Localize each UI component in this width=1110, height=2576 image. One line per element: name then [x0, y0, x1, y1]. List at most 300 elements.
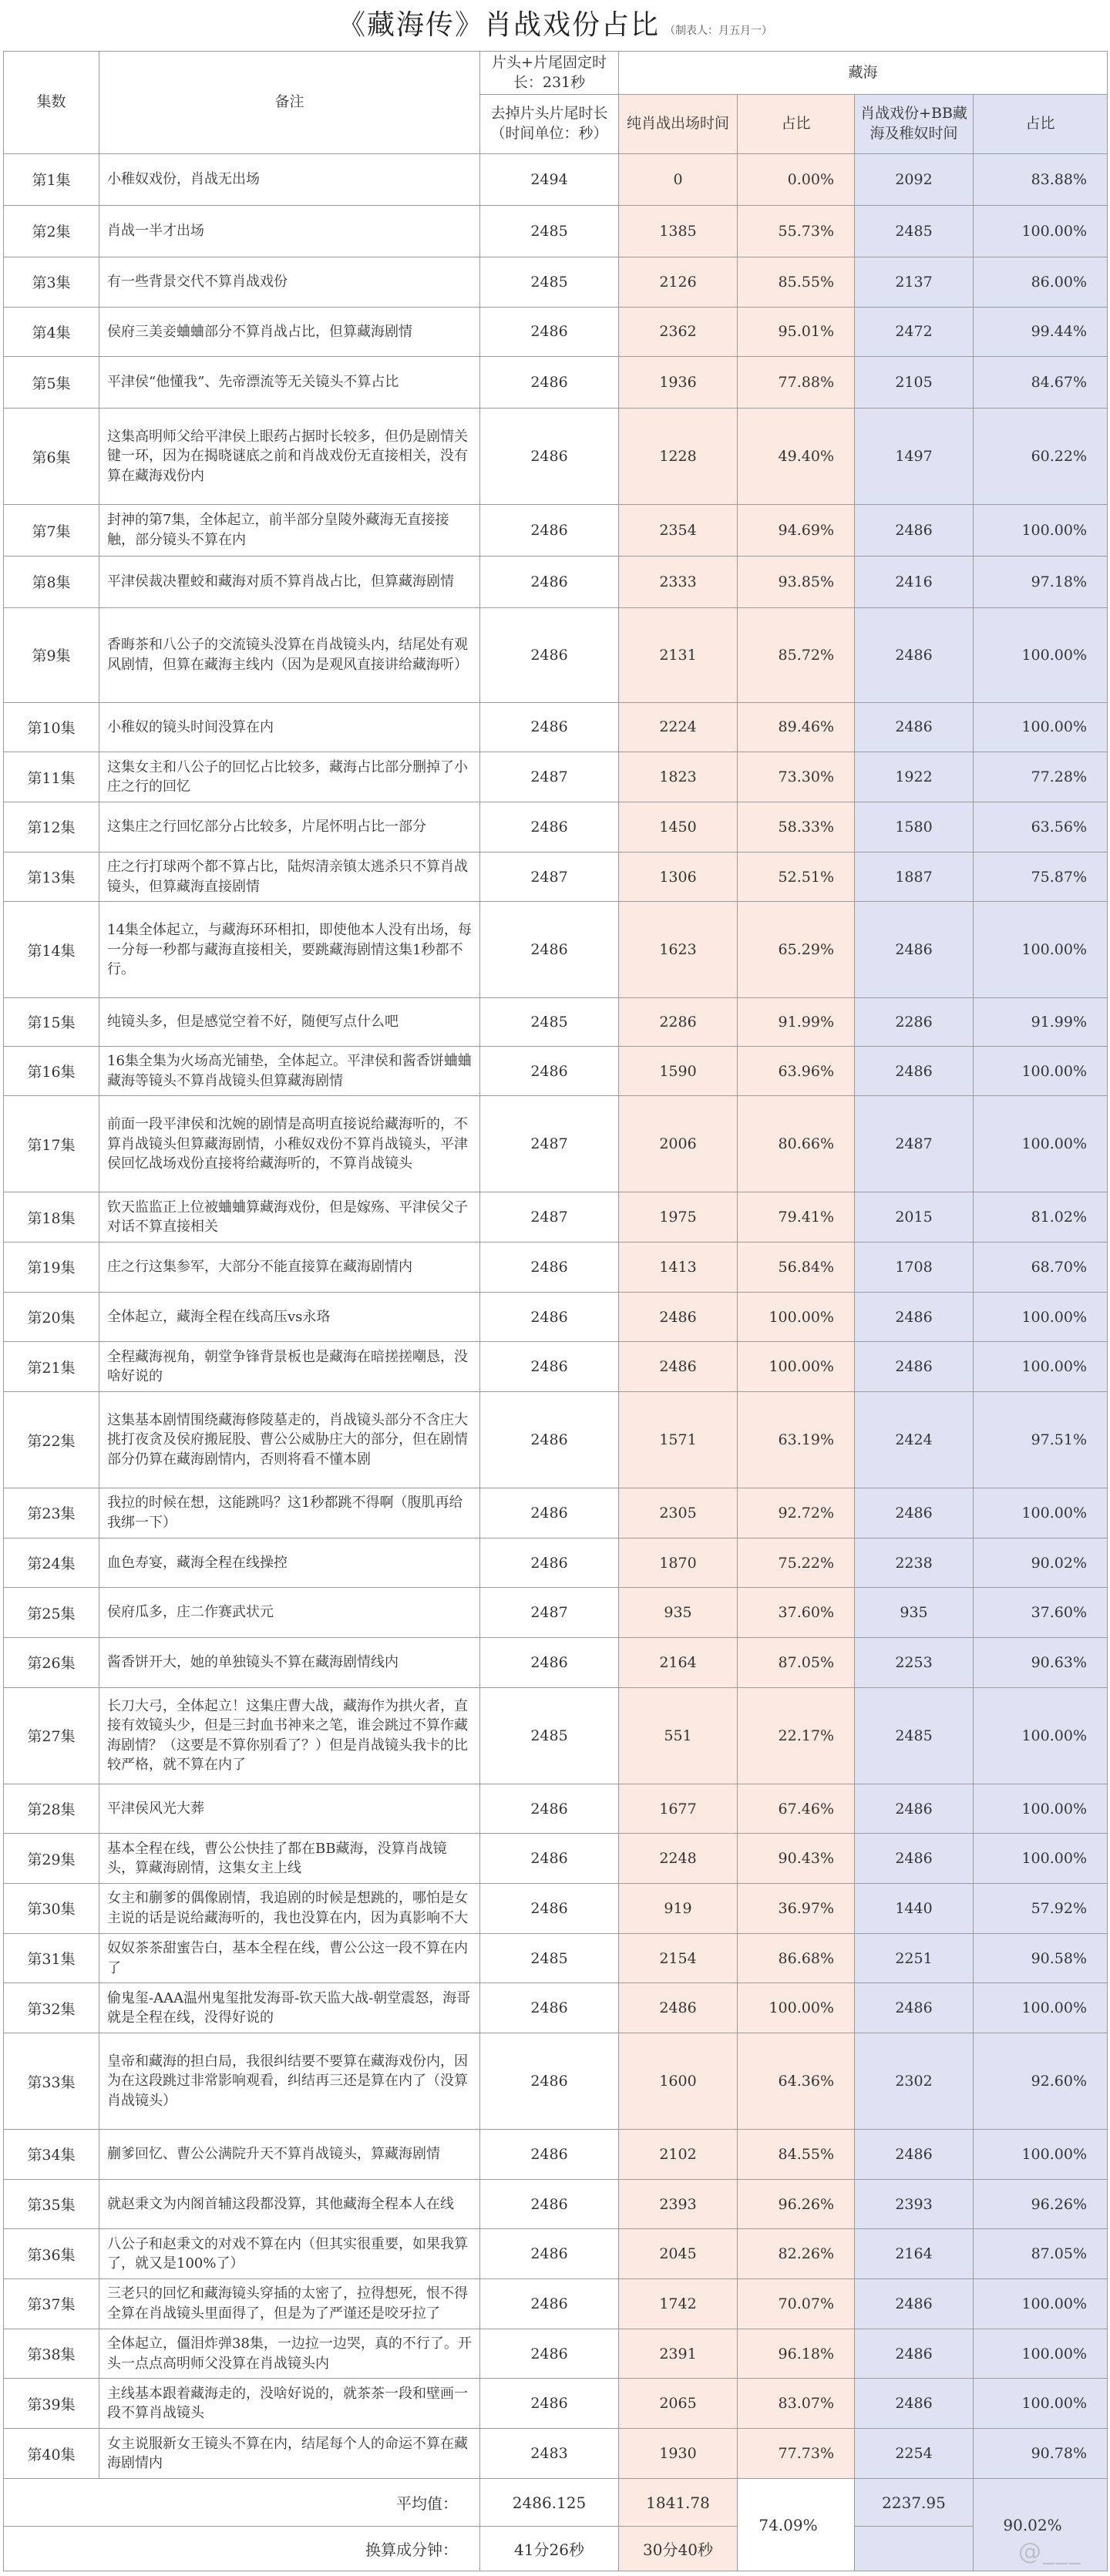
table-row — [4, 1488, 1108, 1539]
ratio-1-cell: 58.33% — [738, 802, 855, 852]
ratio-2-cell: 100.00% — [974, 1046, 1108, 1096]
pure-time-cell: 2486 — [619, 1342, 738, 1392]
ratio-2-cell: 100.00% — [974, 1687, 1108, 1784]
note-cell: 小稚奴戏份，肖战无出场 — [99, 154, 480, 206]
ratio-1-cell: 22.17% — [738, 1687, 855, 1784]
runtime-cell: 2486 — [480, 2130, 619, 2180]
episode-cell: 第21集 — [4, 1342, 99, 1392]
combo-time-cell: 2486 — [855, 2329, 974, 2379]
pure-time-cell: 2164 — [619, 1638, 738, 1688]
pure-time-cell: 1930 — [619, 2429, 738, 2479]
table-row — [4, 2179, 1108, 2229]
ratio-1-cell: 36.97% — [738, 1884, 855, 1934]
runtime-cell: 2486 — [480, 1884, 619, 1934]
table-row — [4, 1687, 1108, 1784]
pure-time-cell: 2286 — [619, 998, 738, 1046]
note-cell: 庄之行打球两个都不算占比，陆烬清亲镇太逃杀只不算肖战镜头，但算藏海直接剧情 — [99, 852, 480, 902]
ratio-1-cell: 87.05% — [738, 1638, 855, 1688]
table-row — [4, 154, 1108, 206]
episode-cell: 第25集 — [4, 1588, 99, 1638]
runtime-cell: 2486 — [480, 2379, 619, 2429]
ratio-1-cell: 93.85% — [738, 556, 855, 607]
runtime-cell: 2486 — [480, 2179, 619, 2229]
minutes-runtime: 41分26秒 — [480, 2527, 619, 2571]
ratio-2-cell: 81.02% — [974, 1192, 1108, 1243]
episode-cell: 第35集 — [4, 2179, 99, 2229]
table-row — [4, 1638, 1108, 1688]
note-cell: 全体起立，藏海全程在线高压vs永珞 — [99, 1292, 480, 1342]
episode-cell: 第27集 — [4, 1687, 99, 1784]
pure-time-cell: 2391 — [619, 2329, 738, 2379]
runtime-cell: 2487 — [480, 1096, 619, 1192]
combo-time-cell: 2015 — [855, 1192, 974, 1243]
note-cell: 这集基本剧情围绕藏海修陵墓走的，肖战镜头部分不含庄大挑打夜贪及侯府搬屁股、曹公公威胁庄大的部分，但在剧情部分仍算在藏海剧情内，否则将看不懂本剧 — [99, 1392, 480, 1488]
ratio-1-cell: 86.68% — [738, 1933, 855, 1983]
header-ratio-2: 占比 — [974, 95, 1108, 154]
ratio-1-cell: 82.26% — [738, 2229, 855, 2279]
ratio-1-cell: 94.69% — [738, 505, 855, 557]
note-cell: 香晦茶和八公子的交流镜头没算在肖战镜头内，结尾处有观风剧情，但算在藏海主线内（因为是观风直接讲给藏海听） — [99, 607, 480, 702]
runtime-cell: 2486 — [480, 505, 619, 557]
ratio-1-cell: 63.19% — [738, 1392, 855, 1488]
ratio-2-cell: 100.00% — [974, 2379, 1108, 2429]
pure-time-cell: 1677 — [619, 1784, 738, 1834]
note-cell: 庄之行这集参军，大部分不能直接算在藏海剧情内 — [99, 1243, 480, 1293]
ratio-1-cell: 89.46% — [738, 702, 855, 752]
pure-time-cell: 1870 — [619, 1538, 738, 1588]
ratio-2-cell: 84.67% — [974, 357, 1108, 409]
episode-cell: 第23集 — [4, 1488, 99, 1539]
ratio-1-cell: 70.07% — [738, 2279, 855, 2329]
pure-time-cell: 1600 — [619, 2033, 738, 2130]
note-cell: 纯镜头多，但是感觉空着不好，随便写点什么吧 — [99, 998, 480, 1046]
runtime-cell: 2486 — [480, 409, 619, 505]
combo-time-cell: 2485 — [855, 1687, 974, 1784]
episode-cell: 第31集 — [4, 1933, 99, 1983]
note-cell: 这集高明师父给平津侯上眼药占据时长较多，但仍是剧情关键一环，因为在揭晓谜底之前和肖战戏份无直接相关，没有算在藏海戏份内 — [99, 409, 480, 505]
pure-time-cell: 2354 — [619, 505, 738, 557]
header-fixed-duration: 片头+片尾固定时长：231秒 — [480, 52, 619, 95]
ratio-1-cell: 67.46% — [738, 1784, 855, 1834]
minutes-label: 换算成分钟： — [4, 2527, 480, 2571]
runtime-cell: 2494 — [480, 154, 619, 206]
ratio-1-cell: 83.07% — [738, 2379, 855, 2429]
episode-cell: 第20集 — [4, 1292, 99, 1342]
runtime-cell: 2486 — [480, 1243, 619, 1293]
ratio-1-cell: 64.36% — [738, 2033, 855, 2130]
table-row — [4, 205, 1108, 257]
avg-combo-time: 2237.95 — [855, 2479, 974, 2527]
pure-time-cell: 2305 — [619, 1488, 738, 1539]
runtime-cell: 2486 — [480, 902, 619, 998]
runtime-cell: 2487 — [480, 852, 619, 902]
note-cell: 肖战一半才出场 — [99, 205, 480, 257]
ratio-2-cell: 97.18% — [974, 556, 1108, 607]
combo-time-cell: 2254 — [855, 2429, 974, 2479]
ratio-2-cell: 100.00% — [974, 1834, 1108, 1884]
combo-time-cell: 2486 — [855, 702, 974, 752]
table-row — [4, 1192, 1108, 1243]
table-row — [4, 752, 1108, 802]
runtime-cell: 2486 — [480, 802, 619, 852]
combo-time-cell: 2486 — [855, 1046, 974, 1096]
pure-time-cell: 2224 — [619, 702, 738, 752]
episode-cell: 第33集 — [4, 2033, 99, 2130]
note-cell: 基本全程在线，曹公公快挂了都在BB藏海，没算肖战镜头，算藏海剧情，这集女主上线 — [99, 1834, 480, 1884]
ratio-1-cell: 92.72% — [738, 1488, 855, 1539]
runtime-cell: 2486 — [480, 556, 619, 607]
pure-time-cell: 0 — [619, 154, 738, 206]
ratio-1-cell: 37.60% — [738, 1588, 855, 1638]
runtime-cell: 2483 — [480, 2429, 619, 2479]
table-body — [4, 154, 1108, 2479]
avg-runtime: 2486.125 — [480, 2479, 619, 2527]
combo-time-cell: 2238 — [855, 1538, 974, 1588]
ratio-2-cell: 100.00% — [974, 702, 1108, 752]
note-cell: 小稚奴的镜头时间没算在内 — [99, 702, 480, 752]
ratio-2-cell: 75.87% — [974, 852, 1108, 902]
table-row — [4, 1243, 1108, 1293]
ratio-2-cell: 57.92% — [974, 1884, 1108, 1934]
ratio-1-cell: 91.99% — [738, 998, 855, 1046]
combo-time-cell: 2486 — [855, 2379, 974, 2429]
pure-time-cell: 1623 — [619, 902, 738, 998]
ratio-2-cell: 77.28% — [974, 752, 1108, 802]
data-table — [3, 51, 1108, 2571]
note-cell: 16集全集为火场高光铺垫，全体起立。平津侯和酱香饼蛐蛐藏海等镜头不算肖战镜头但算藏海剧情 — [99, 1046, 480, 1096]
ratio-1-cell: 0.00% — [738, 154, 855, 206]
runtime-cell: 2486 — [480, 1638, 619, 1688]
header-pure-time: 纯肖战出场时间 — [619, 95, 738, 154]
pure-time-cell: 1975 — [619, 1192, 738, 1243]
table-row — [4, 2229, 1108, 2279]
runtime-cell: 2486 — [480, 2279, 619, 2329]
pure-time-cell: 2102 — [619, 2130, 738, 2180]
pure-time-cell: 1450 — [619, 802, 738, 852]
table-row — [4, 2130, 1108, 2180]
table-row — [4, 556, 1108, 607]
ratio-2-cell: 63.56% — [974, 802, 1108, 852]
ratio-2-cell: 86.00% — [974, 257, 1108, 307]
note-cell: 长刀大弓，全体起立！这集庄曹大战，藏海作为拱火者，直接有效镜头少，但是三封血书神来之笔，谁会跳过不算作藏海剧情？（这要是不算你别看了？）但是肖战镜头我卡的比较严格，就不算在内了 — [99, 1687, 480, 1784]
episode-cell: 第11集 — [4, 752, 99, 802]
runtime-cell: 2485 — [480, 257, 619, 307]
ratio-2-cell: 100.00% — [974, 2329, 1108, 2379]
runtime-cell: 2486 — [480, 2229, 619, 2279]
episode-cell: 第4集 — [4, 307, 99, 357]
note-cell: 平津侯风光大葬 — [99, 1784, 480, 1834]
runtime-cell: 2486 — [480, 1538, 619, 1588]
ratio-1-cell: 79.41% — [738, 1192, 855, 1243]
runtime-cell: 2487 — [480, 752, 619, 802]
note-cell: 女主和蒯爹的偶像剧情，我追剧的时候是想跳的，哪怕是女主说的话是说给藏海听的，我也没算在内，因为真影响不大 — [99, 1884, 480, 1934]
avg-ratio-2: 90.02% — [974, 2479, 1108, 2571]
runtime-cell: 2486 — [480, 1488, 619, 1539]
ratio-1-cell: 85.72% — [738, 607, 855, 702]
episode-cell: 第26集 — [4, 1638, 99, 1688]
ratio-1-cell: 84.55% — [738, 2130, 855, 2180]
note-cell: 封神的第7集，全体起立，前半部分皇陵外藏海无直接接触，部分镜头不算在内 — [99, 505, 480, 557]
table-row — [4, 998, 1108, 1046]
ratio-2-cell: 68.70% — [974, 1243, 1108, 1293]
avg-pure-time: 1841.78 — [619, 2479, 738, 2527]
pure-time-cell: 2045 — [619, 2229, 738, 2279]
note-cell: 侯府瓜多，庄二作赛武状元 — [99, 1588, 480, 1638]
note-cell: 女主说服新女王镜头不算在内，结尾每个人的命运不算在藏海剧情内 — [99, 2429, 480, 2479]
ratio-2-cell: 99.44% — [974, 307, 1108, 357]
combo-time-cell: 2487 — [855, 1096, 974, 1192]
page-title: 《藏海传》肖战戏份占比 — [337, 9, 660, 41]
pure-time-cell: 1936 — [619, 357, 738, 409]
ratio-1-cell: 49.40% — [738, 409, 855, 505]
ratio-1-cell: 77.88% — [738, 357, 855, 409]
table-row — [4, 357, 1108, 409]
combo-time-cell: 2486 — [855, 1784, 974, 1834]
pure-time-cell: 2248 — [619, 1834, 738, 1884]
header-combo-time: 肖战戏份+BB藏海及稚奴时间 — [855, 95, 974, 154]
ratio-1-cell: 73.30% — [738, 752, 855, 802]
note-cell: 全体起立，僵泪炸弹38集，一边拉一边哭，真的不行了。开头一点点高明师父没算在肖战镜头内 — [99, 2329, 480, 2379]
episode-cell: 第38集 — [4, 2329, 99, 2379]
runtime-cell: 2486 — [480, 702, 619, 752]
runtime-cell: 2485 — [480, 998, 619, 1046]
episode-cell: 第5集 — [4, 357, 99, 409]
pure-time-cell: 551 — [619, 1687, 738, 1784]
pure-time-cell: 2486 — [619, 1983, 738, 2033]
ratio-1-cell: 96.26% — [738, 2179, 855, 2229]
runtime-cell: 2486 — [480, 1342, 619, 1392]
pure-time-cell: 2126 — [619, 257, 738, 307]
table-row — [4, 1784, 1108, 1834]
combo-time-cell: 2486 — [855, 902, 974, 998]
header-episode: 集数 — [4, 52, 99, 154]
combo-time-cell: 2302 — [855, 2033, 974, 2130]
episode-cell: 第6集 — [4, 409, 99, 505]
table-row — [4, 902, 1108, 998]
table-row — [4, 257, 1108, 307]
episode-cell: 第17集 — [4, 1096, 99, 1192]
pure-time-cell: 1228 — [619, 409, 738, 505]
pure-time-cell: 2486 — [619, 1292, 738, 1342]
ratio-1-cell: 65.29% — [738, 902, 855, 998]
ratio-2-cell: 83.88% — [974, 154, 1108, 206]
pure-time-cell: 1571 — [619, 1392, 738, 1488]
note-cell: 偷鬼玺-AAA温州鬼玺批发海哥-钦天监大战-朝堂震怒，海哥就是全程在线，没得好说的 — [99, 1983, 480, 2033]
note-cell: 平津侯“他懂我”、先帝漂流等无关镜头不算占比 — [99, 357, 480, 409]
runtime-cell: 2486 — [480, 307, 619, 357]
combo-time-cell: 2486 — [855, 1342, 974, 1392]
runtime-cell: 2486 — [480, 1983, 619, 2033]
ratio-2-cell: 100.00% — [974, 1292, 1108, 1342]
pure-time-cell: 2362 — [619, 307, 738, 357]
ratio-2-cell: 96.26% — [974, 2179, 1108, 2229]
episode-cell: 第29集 — [4, 1834, 99, 1884]
ratio-2-cell: 100.00% — [974, 205, 1108, 257]
combo-time-cell: 1440 — [855, 1884, 974, 1934]
note-cell: 三老只的回忆和藏海镜头穿插的太密了，拉得想死，恨不得全算在肖战镜头里面得了，但是为了严谨还是咬牙拉了 — [99, 2279, 480, 2329]
episode-cell: 第12集 — [4, 802, 99, 852]
combo-time-cell: 1708 — [855, 1243, 974, 1293]
title-bar — [0, 0, 1110, 51]
pure-time-cell: 1590 — [619, 1046, 738, 1096]
ratio-2-cell: 100.00% — [974, 1983, 1108, 2033]
note-cell: 血色寿宴，藏海全程在线操控 — [99, 1538, 480, 1588]
combo-time-cell: 2486 — [855, 2130, 974, 2180]
combo-time-cell: 935 — [855, 1588, 974, 1638]
header-note: 备注 — [99, 52, 480, 154]
note-cell: 主线基本跟着藏海走的，没啥好说的，就茶茶一段和壁画一段不算肖战镜头 — [99, 2379, 480, 2429]
ratio-2-cell: 91.99% — [974, 998, 1108, 1046]
combo-time-cell: 2486 — [855, 505, 974, 557]
ratio-2-cell: 90.58% — [974, 1933, 1108, 1983]
table-row — [4, 1538, 1108, 1588]
ratio-2-cell: 92.60% — [974, 2033, 1108, 2130]
pure-time-cell: 1413 — [619, 1243, 738, 1293]
table-row — [4, 2379, 1108, 2429]
pure-time-cell: 2393 — [619, 2179, 738, 2229]
ratio-2-cell: 100.00% — [974, 902, 1108, 998]
ratio-2-cell: 90.78% — [974, 2429, 1108, 2479]
table-row — [4, 1933, 1108, 1983]
ratio-2-cell: 100.00% — [974, 1784, 1108, 1834]
note-cell: 这集女主和八公子的回忆占比较多，藏海占比部分删掉了小庄之行的回忆 — [99, 752, 480, 802]
combo-time-cell: 2286 — [855, 998, 974, 1046]
episode-cell: 第14集 — [4, 902, 99, 998]
combo-time-cell: 2486 — [855, 2279, 974, 2329]
episode-cell: 第37集 — [4, 2279, 99, 2329]
combo-time-cell: 2424 — [855, 1392, 974, 1488]
runtime-cell: 2487 — [480, 1192, 619, 1243]
ratio-1-cell: 100.00% — [738, 1292, 855, 1342]
header-runtime: 去掉片头片尾时长（时间单位：秒） — [480, 95, 619, 154]
episode-cell: 第1集 — [4, 154, 99, 206]
table-row — [4, 1096, 1108, 1192]
combo-time-cell: 1497 — [855, 409, 974, 505]
ratio-1-cell: 90.43% — [738, 1834, 855, 1884]
ratio-2-cell: 100.00% — [974, 1342, 1108, 1392]
ratio-2-cell: 100.00% — [974, 505, 1108, 557]
ratio-1-cell: 96.18% — [738, 2329, 855, 2379]
table-row — [4, 2033, 1108, 2130]
table-row — [4, 852, 1108, 902]
watermark: @___ — [1018, 2538, 1082, 2565]
runtime-cell: 2486 — [480, 357, 619, 409]
pure-time-cell: 1306 — [619, 852, 738, 902]
note-cell: 侯府三美妾蛐蛐部分不算肖战占比，但算藏海剧情 — [99, 307, 480, 357]
ratio-1-cell: 52.51% — [738, 852, 855, 902]
episode-cell: 第16集 — [4, 1046, 99, 1096]
note-cell: 有一些背景交代不算肖战戏份 — [99, 257, 480, 307]
table-row — [4, 1392, 1108, 1488]
table-row — [4, 2279, 1108, 2329]
table-row — [4, 2429, 1108, 2479]
note-cell: 奴奴茶茶甜蜜告白，基本全程在线，曹公公这一段不算在内了 — [99, 1933, 480, 1983]
ratio-1-cell: 95.01% — [738, 307, 855, 357]
ratio-1-cell: 100.00% — [738, 1983, 855, 2033]
combo-time-cell: 2105 — [855, 357, 974, 409]
episode-cell: 第19集 — [4, 1243, 99, 1293]
header-canghai-group: 藏海 — [619, 52, 1108, 95]
table-row — [4, 802, 1108, 852]
episode-cell: 第7集 — [4, 505, 99, 557]
episode-cell: 第24集 — [4, 1538, 99, 1588]
episode-cell: 第18集 — [4, 1192, 99, 1243]
runtime-cell: 2486 — [480, 1292, 619, 1342]
ratio-2-cell: 87.05% — [974, 2229, 1108, 2279]
combo-time-cell: 2486 — [855, 1292, 974, 1342]
combo-time-cell: 2485 — [855, 205, 974, 257]
ratio-2-cell: 100.00% — [974, 607, 1108, 702]
ratio-2-cell: 100.00% — [974, 1488, 1108, 1539]
avg-ratio-1: 74.09% — [738, 2479, 855, 2571]
minutes-combo-empty — [855, 2527, 974, 2571]
runtime-cell: 2486 — [480, 607, 619, 702]
pure-time-cell: 1742 — [619, 2279, 738, 2329]
note-cell: 蒯爹回忆、曹公公满院升天不算肖战镜头，算藏海剧情 — [99, 2130, 480, 2180]
combo-time-cell: 2137 — [855, 257, 974, 307]
runtime-cell: 2485 — [480, 1933, 619, 1983]
note-cell: 这集庄之行回忆部分占比较多，片尾怀明占比一部分 — [99, 802, 480, 852]
combo-time-cell: 1887 — [855, 852, 974, 902]
ratio-2-cell: 100.00% — [974, 2130, 1108, 2180]
runtime-cell: 2485 — [480, 205, 619, 257]
pure-time-cell: 2006 — [619, 1096, 738, 1192]
table-row — [4, 1884, 1108, 1934]
episode-cell: 第8集 — [4, 556, 99, 607]
pure-time-cell: 2333 — [619, 556, 738, 607]
table-row — [4, 1983, 1108, 2033]
episode-cell: 第9集 — [4, 607, 99, 702]
combo-time-cell: 2164 — [855, 2229, 974, 2279]
episode-cell: 第22集 — [4, 1392, 99, 1488]
pure-time-cell: 935 — [619, 1588, 738, 1638]
ratio-2-cell: 90.02% — [974, 1538, 1108, 1588]
ratio-2-cell: 90.63% — [974, 1638, 1108, 1688]
author-note: （制表人：月五月一） — [664, 25, 772, 37]
note-cell: 前面一段平津侯和沈婉的剧情是高明直接说给藏海听的，不算肖战镜头但算藏海剧情，小稚奴戏份不算肖战镜头，平津侯回忆战场戏份直接将给藏海听的，不算肖战镜头 — [99, 1096, 480, 1192]
runtime-cell: 2486 — [480, 1046, 619, 1096]
combo-time-cell: 2253 — [855, 1638, 974, 1688]
combo-time-cell: 2486 — [855, 1488, 974, 1539]
episode-cell: 第36集 — [4, 2229, 99, 2279]
episode-cell: 第34集 — [4, 2130, 99, 2180]
episode-cell: 第3集 — [4, 257, 99, 307]
note-cell: 平津侯裁决瞿蛟和藏海对质不算肖战占比，但算藏海剧情 — [99, 556, 480, 607]
header-ratio-1: 占比 — [738, 95, 855, 154]
runtime-cell: 2485 — [480, 1687, 619, 1784]
combo-time-cell: 2393 — [855, 2179, 974, 2229]
episode-cell: 第40集 — [4, 2429, 99, 2479]
ratio-1-cell: 77.73% — [738, 2429, 855, 2479]
note-cell: 钦天监监正上位被蛐蛐算藏海戏份，但是嫁殇、平津侯父子对话不算直接相关 — [99, 1192, 480, 1243]
table-row — [4, 1342, 1108, 1392]
ratio-1-cell: 100.00% — [738, 1342, 855, 1392]
note-cell: 我拉的时候在想，这能跳吗？这1秒都跳不得啊（腹肌再给我绑一下） — [99, 1488, 480, 1539]
episode-cell: 第2集 — [4, 205, 99, 257]
table-row — [4, 1292, 1108, 1342]
runtime-cell: 2486 — [480, 2329, 619, 2379]
ratio-2-cell: 100.00% — [974, 2279, 1108, 2329]
combo-time-cell: 1922 — [855, 752, 974, 802]
note-cell: 酱香饼开大，她的单独镜头不算在藏海剧情线内 — [99, 1638, 480, 1688]
ratio-2-cell: 37.60% — [974, 1588, 1108, 1638]
episode-cell: 第13集 — [4, 852, 99, 902]
table-row — [4, 1046, 1108, 1096]
combo-time-cell: 2486 — [855, 1834, 974, 1884]
episode-cell: 第10集 — [4, 702, 99, 752]
runtime-cell: 2486 — [480, 1784, 619, 1834]
combo-time-cell: 2486 — [855, 1983, 974, 2033]
